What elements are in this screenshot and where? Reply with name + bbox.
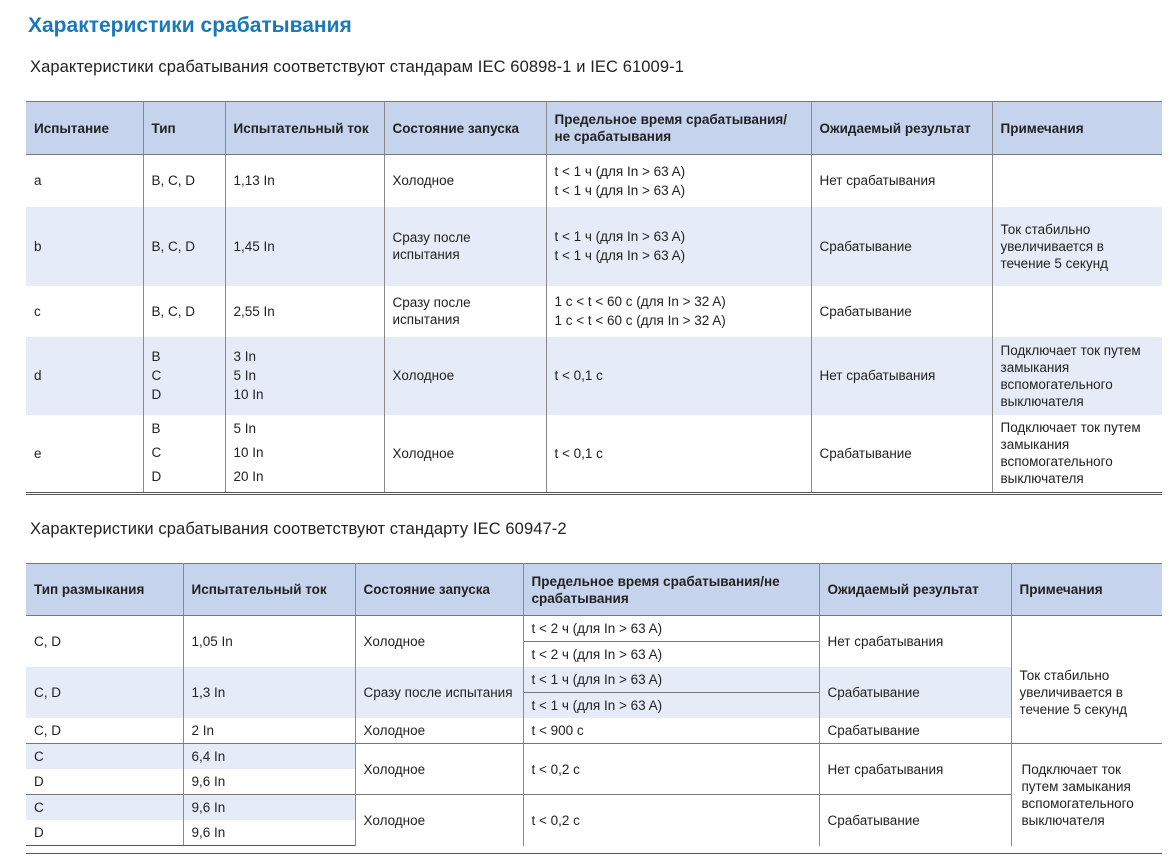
table-header-row: [26, 564, 1162, 616]
current-line: 10 In: [233, 445, 264, 461]
test-cell: b: [26, 207, 143, 286]
state-cell: Холодное: [384, 415, 546, 493]
type-cell: C, D: [34, 634, 61, 649]
header-note: Примечания: [992, 102, 1162, 155]
current-cell: 9,6 In: [183, 820, 355, 846]
time-line: t < 1 ч (для In > 63 A): [554, 229, 686, 244]
type-cell: D: [26, 820, 183, 846]
trip-characteristics-table-iec60947: [26, 563, 1162, 846]
result-cell: Срабатывание: [819, 667, 1011, 718]
state-cell: Холодное: [355, 795, 523, 846]
type-line: D: [151, 469, 162, 485]
type-cell: [143, 415, 225, 493]
table-row: [26, 337, 1162, 415]
note-cell: Подключает ток путем замыкания вспомогательного выключателя: [1011, 744, 1162, 846]
section2-intro: Характеристики срабатывания соответствуют стандарту IEC 60947-2: [30, 520, 567, 538]
result-cell: Срабатывание: [811, 207, 992, 286]
current-cell: 1,3 In: [183, 667, 355, 718]
test-cell: d: [26, 337, 143, 415]
type-cell: B, C, D: [143, 155, 225, 207]
current-line: 5 In: [233, 421, 257, 437]
result-cell: Срабатывание: [811, 415, 992, 493]
table-row: [26, 744, 1162, 770]
type-line: B: [151, 421, 161, 437]
header-note: Примечания: [1011, 564, 1162, 616]
type-cell: B, C, D: [143, 286, 225, 337]
header-state: Состояние запуска: [384, 102, 546, 155]
note-cell: [992, 155, 1162, 207]
state-cell: Сразу после испытания: [355, 667, 523, 718]
time-cell: t < 0,2 с: [523, 795, 819, 846]
current-cell: [225, 337, 384, 415]
type-line: B: [151, 349, 161, 364]
state-cell: Холодное: [355, 616, 523, 668]
result-cell: Нет срабатывания: [819, 616, 1011, 668]
result-cell: Нет срабатывания: [819, 744, 1011, 795]
time-cell: t < 1 ч (для In > 63 A): [523, 693, 819, 719]
header-current: Испытательный ток: [183, 564, 355, 616]
type-cell: C, D: [34, 723, 61, 738]
header-result: Ожидаемый результат: [811, 102, 992, 155]
result-cell: Нет срабатывания: [811, 155, 992, 207]
time-cell: [546, 155, 811, 207]
state-cell: Холодное: [355, 744, 523, 795]
type-line: C: [151, 368, 162, 383]
state-cell: Сразу после испытания: [384, 286, 546, 337]
time-cell: t < 2 ч (для In > 63 A): [523, 616, 819, 642]
table-row: [26, 718, 1162, 744]
state-cell: Холодное: [384, 337, 546, 415]
table-row: [26, 415, 1162, 493]
table-row: [26, 155, 1162, 207]
current-line: 10 In: [233, 387, 264, 402]
state-cell: Сразу после испытания: [384, 207, 546, 286]
current-line: 5 In: [233, 368, 257, 383]
type-line: C: [151, 445, 162, 461]
state-cell: Холодное: [355, 718, 523, 744]
current-line: 20 In: [233, 469, 264, 485]
type-cell: [143, 337, 225, 415]
result-cell: Нет срабатывания: [811, 337, 992, 415]
header-time: Предельное время срабатывания/ не срабатывания: [546, 102, 811, 155]
type-line: D: [151, 387, 162, 402]
test-cell: a: [34, 173, 42, 189]
table-row: [26, 795, 1162, 821]
time-line: t < 1 ч (для In > 63 A): [554, 182, 686, 198]
current-cell: [225, 415, 384, 493]
time-line: t < 1 ч (для In > 63 A): [554, 163, 686, 179]
type-cell: D: [34, 774, 44, 789]
table-end-rule: [26, 494, 1162, 495]
note-cell: [992, 286, 1162, 337]
header-current: Испытательный ток: [225, 102, 384, 155]
table-row: [26, 667, 1162, 693]
test-cell: e: [26, 415, 143, 493]
header-time: Предельное время срабатывания/не срабатывания: [523, 564, 819, 616]
current-line: 3 In: [233, 349, 257, 364]
table-end-rule: [26, 853, 1162, 854]
current-cell: 9,6 In: [183, 769, 355, 795]
note-cell: Подключает ток путем замыкания вспомогательного выключателя: [992, 415, 1162, 493]
current-cell: 6,4 In: [183, 744, 355, 770]
result-cell: Срабатывание: [819, 718, 1011, 744]
time-cell: t < 0,1 с: [546, 337, 811, 415]
table-row: [26, 616, 1162, 642]
result-cell: Срабатывание: [811, 286, 992, 337]
note-cell: Ток стабильно увеличивается в течение 5 секунд: [992, 207, 1162, 286]
result-cell: Срабатывание: [819, 795, 1011, 846]
section1-intro: Характеристики срабатывания соответствуют стандарам IEC 60898-1 и IEC 61009-1: [30, 58, 684, 76]
table-header-row: [26, 102, 1162, 155]
header-type: Тип: [143, 102, 225, 155]
note-cell: Подключает ток путем замыкания вспомогательного выключателя: [992, 337, 1162, 415]
time-line: 1 с < t < 60 с (для In > 32 A): [554, 294, 726, 309]
page-title: Характеристики срабатывания: [28, 14, 352, 37]
time-cell: t < 2 ч (для In > 63 A): [523, 642, 819, 668]
header-state: Состояние запуска: [355, 564, 523, 616]
test-cell: c: [34, 303, 41, 319]
trip-characteristics-table-iec60898: [26, 101, 1162, 493]
current-cell: 2,55 In: [225, 286, 384, 337]
time-line: 1 с < t < 60 с (для In > 32 A): [554, 313, 726, 328]
time-cell: [546, 207, 811, 286]
header-result: Ожидаемый результат: [819, 564, 1011, 616]
current-cell: 1,45 In: [225, 207, 384, 286]
time-cell: [546, 286, 811, 337]
current-cell: 2 In: [183, 718, 355, 744]
time-cell: t < 1 ч (для In > 63 A): [523, 667, 819, 693]
current-cell: 9,6 In: [183, 795, 355, 821]
table-row: [26, 286, 1162, 337]
current-cell: 1,05 In: [183, 616, 355, 668]
time-cell: t < 0,1 с: [546, 415, 811, 493]
type-cell: B, C, D: [143, 207, 225, 286]
table-row: [26, 207, 1162, 286]
time-cell: t < 900 с: [523, 718, 819, 744]
time-cell: t < 0,2 с: [523, 744, 819, 795]
header-release-type: Тип размыкания: [26, 564, 183, 616]
note-cell: Ток стабильно увеличивается в течение 5 секунд: [1011, 616, 1162, 744]
current-cell: 1,13 In: [225, 155, 384, 207]
header-test: Испытание: [26, 102, 143, 155]
type-cell: C, D: [26, 667, 183, 718]
state-cell: Холодное: [384, 155, 546, 207]
type-cell: C: [26, 795, 183, 821]
time-line: t < 1 ч (для In > 63 A): [554, 248, 686, 263]
type-cell: C: [26, 744, 183, 770]
